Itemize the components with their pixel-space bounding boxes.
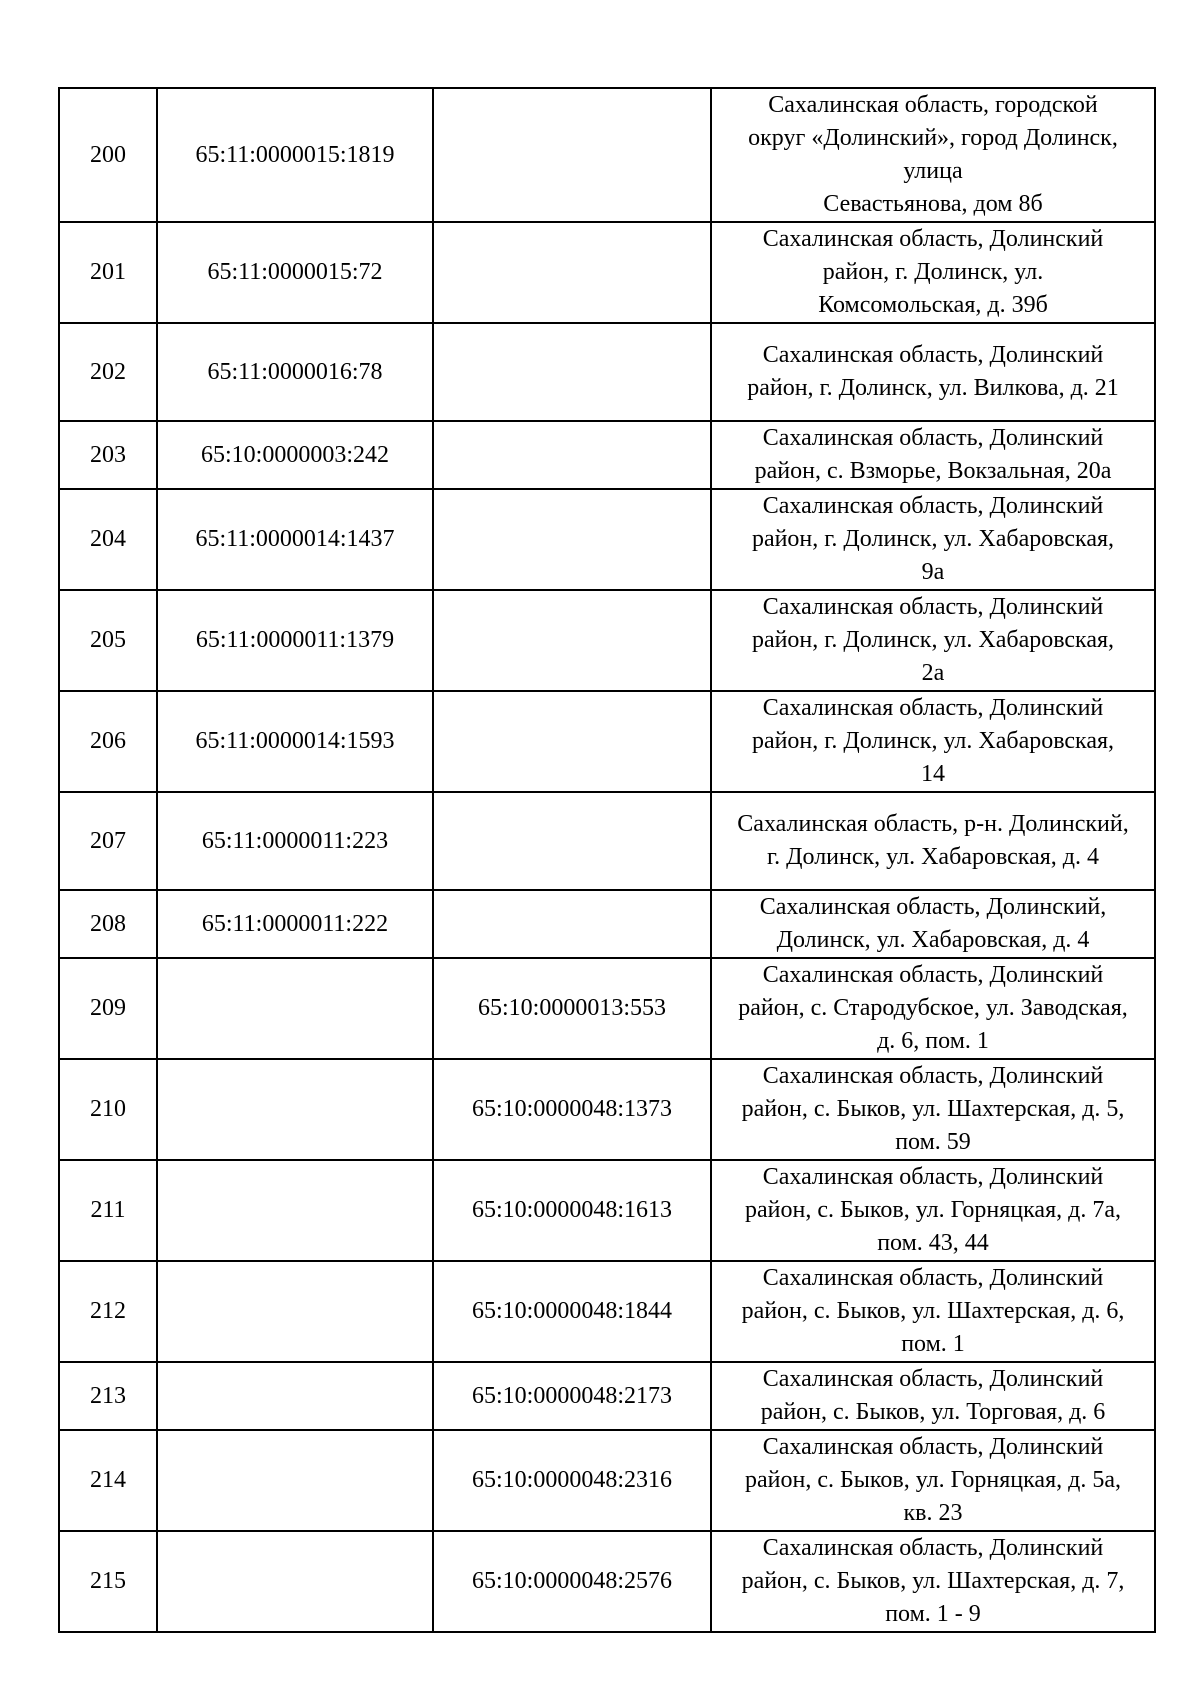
table-row bbox=[59, 489, 1155, 590]
cadastral-number-premises bbox=[433, 421, 711, 489]
table-row bbox=[59, 222, 1155, 323]
address-text: Сахалинская область, Долинский район, г. Долинск, ул. Хабаровская, 2а bbox=[751, 594, 1115, 686]
cadastral-number-land: 65:11:0000011:222 bbox=[157, 890, 433, 958]
cadastral-number-land: 65:10:0000003:242 bbox=[157, 421, 433, 489]
row-number: 208 bbox=[59, 890, 157, 958]
cadastral-number-land bbox=[157, 958, 433, 1059]
cadastral-number-land: 65:11:0000014:1437 bbox=[157, 489, 433, 590]
address-text: Сахалинская область, Долинский район, г. Долинск, ул. Вилкова, д. 21 bbox=[747, 342, 1119, 401]
address-text: Сахалинская область, Долинский, Долинск, ул. Хабаровская, д. 4 bbox=[759, 894, 1107, 953]
cadastral-number-premises bbox=[433, 489, 711, 590]
registry-table bbox=[58, 87, 1156, 1633]
address-text: Сахалинская область, Долинский район, г. Долинск, ул. Хабаровская, 14 bbox=[751, 695, 1115, 787]
address-cell bbox=[711, 1430, 1155, 1531]
table-row bbox=[59, 323, 1155, 421]
row-number: 211 bbox=[59, 1160, 157, 1261]
address-text: Сахалинская область, Долинский район, с. Быков, ул. Шахтерская, д. 6, пом. 1 bbox=[741, 1265, 1125, 1357]
address-text: Сахалинская область, Долинский район, с. Взморье, Вокзальная, 20а bbox=[754, 425, 1112, 484]
address-text: Сахалинская область, Долинский район, с. Быков, ул. Торговая, д. 6 bbox=[760, 1366, 1106, 1425]
row-number: 206 bbox=[59, 691, 157, 792]
table-row bbox=[59, 88, 1155, 222]
address-cell bbox=[711, 1059, 1155, 1160]
table-row bbox=[59, 958, 1155, 1059]
row-number: 200 bbox=[59, 88, 157, 222]
address-cell bbox=[711, 323, 1155, 421]
row-number: 203 bbox=[59, 421, 157, 489]
cadastral-number-premises: 65:10:0000048:2316 bbox=[433, 1430, 711, 1531]
row-number: 215 bbox=[59, 1531, 157, 1632]
address-cell bbox=[711, 88, 1155, 222]
table-row bbox=[59, 1430, 1155, 1531]
address-cell bbox=[711, 691, 1155, 792]
cadastral-number-premises bbox=[433, 323, 711, 421]
cadastral-number-premises bbox=[433, 590, 711, 691]
cadastral-number-land bbox=[157, 1059, 433, 1160]
row-number: 204 bbox=[59, 489, 157, 590]
address-cell bbox=[711, 958, 1155, 1059]
address-text: Сахалинская область, Долинский район, с. Быков, ул. Шахтерская, д. 5, пом. 59 bbox=[741, 1063, 1125, 1155]
row-number: 212 bbox=[59, 1261, 157, 1362]
address-cell bbox=[711, 890, 1155, 958]
cadastral-number-land bbox=[157, 1261, 433, 1362]
cadastral-number-land: 65:11:0000015:1819 bbox=[157, 88, 433, 222]
cadastral-number-land: 65:11:0000011:1379 bbox=[157, 590, 433, 691]
address-text: Сахалинская область, р-н. Долинский, г. Долинск, ул. Хабаровская, д. 4 bbox=[737, 811, 1129, 870]
cadastral-number-land bbox=[157, 1362, 433, 1430]
row-number: 205 bbox=[59, 590, 157, 691]
table-row bbox=[59, 1160, 1155, 1261]
address-cell bbox=[711, 792, 1155, 890]
address-cell bbox=[711, 421, 1155, 489]
address-text: Сахалинская область, Долинский район, с. Быков, ул. Шахтерская, д. 7, пом. 1 - 9 bbox=[741, 1535, 1125, 1627]
address-cell bbox=[711, 1531, 1155, 1632]
table-row bbox=[59, 792, 1155, 890]
table-row bbox=[59, 421, 1155, 489]
cadastral-number-land: 65:11:0000014:1593 bbox=[157, 691, 433, 792]
address-cell bbox=[711, 1362, 1155, 1430]
cadastral-number-premises: 65:10:0000013:553 bbox=[433, 958, 711, 1059]
cadastral-number-premises: 65:10:0000048:2576 bbox=[433, 1531, 711, 1632]
address-text: Сахалинская область, Долинский район, г. Долинск, ул. Комсомольская, д. 39б bbox=[762, 226, 1104, 318]
address-cell bbox=[711, 222, 1155, 323]
row-number: 201 bbox=[59, 222, 157, 323]
address-cell bbox=[711, 590, 1155, 691]
address-text: Сахалинская область, Долинский район, г. Долинск, ул. Хабаровская, 9а bbox=[751, 493, 1115, 585]
table-row bbox=[59, 590, 1155, 691]
address-text: Сахалинская область, Долинский район, с. Стародубское, ул. Заводская, д. 6, пом. 1 bbox=[738, 962, 1128, 1054]
cadastral-number-premises: 65:10:0000048:1844 bbox=[433, 1261, 711, 1362]
table-row bbox=[59, 1531, 1155, 1632]
table-row bbox=[59, 691, 1155, 792]
row-number: 210 bbox=[59, 1059, 157, 1160]
address-cell bbox=[711, 489, 1155, 590]
table-row bbox=[59, 1362, 1155, 1430]
row-number: 202 bbox=[59, 323, 157, 421]
cadastral-number-premises bbox=[433, 222, 711, 323]
row-number: 209 bbox=[59, 958, 157, 1059]
address-text: Сахалинская область, городской округ «Долинский», город Долинск, улица Севастьянова, дом 8б bbox=[748, 92, 1118, 217]
cadastral-number-premises: 65:10:0000048:2173 bbox=[433, 1362, 711, 1430]
row-number: 213 bbox=[59, 1362, 157, 1430]
cadastral-number-premises bbox=[433, 890, 711, 958]
row-number: 207 bbox=[59, 792, 157, 890]
cadastral-number-premises bbox=[433, 792, 711, 890]
cadastral-number-land: 65:11:0000016:78 bbox=[157, 323, 433, 421]
cadastral-number-land: 65:11:0000011:223 bbox=[157, 792, 433, 890]
cadastral-number-premises: 65:10:0000048:1373 bbox=[433, 1059, 711, 1160]
cadastral-number-premises bbox=[433, 88, 711, 222]
address-text: Сахалинская область, Долинский район, с. Быков, ул. Горняцкая, д. 5а, кв. 23 bbox=[745, 1434, 1121, 1526]
table-row bbox=[59, 1261, 1155, 1362]
row-number: 214 bbox=[59, 1430, 157, 1531]
table-row bbox=[59, 890, 1155, 958]
address-cell bbox=[711, 1160, 1155, 1261]
cadastral-number-land bbox=[157, 1430, 433, 1531]
cadastral-number-land: 65:11:0000015:72 bbox=[157, 222, 433, 323]
address-cell bbox=[711, 1261, 1155, 1362]
cadastral-number-land bbox=[157, 1531, 433, 1632]
address-text: Сахалинская область, Долинский район, с. Быков, ул. Горняцкая, д. 7а, пом. 43, 44 bbox=[745, 1164, 1121, 1256]
cadastral-number-land bbox=[157, 1160, 433, 1261]
cadastral-number-premises: 65:10:0000048:1613 bbox=[433, 1160, 711, 1261]
cadastral-number-premises bbox=[433, 691, 711, 792]
table-row bbox=[59, 1059, 1155, 1160]
